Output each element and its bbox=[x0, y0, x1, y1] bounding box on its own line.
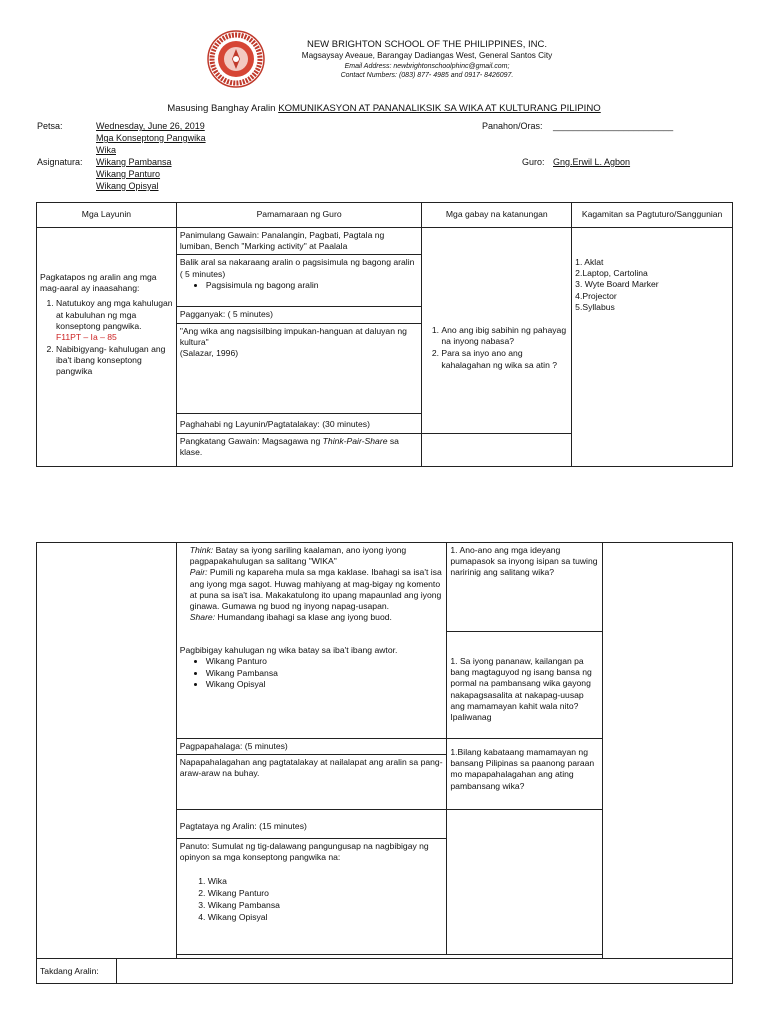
gabay-cell-empty-2 bbox=[447, 810, 603, 955]
kagamitan-item-1: 1. Aklat bbox=[575, 257, 604, 267]
layunin-intro: Pagkatapos ng aralin ang mga mag-aaral ay inaasahang: bbox=[40, 272, 157, 294]
kagamitan-item-5: 5.Syllabus bbox=[575, 301, 615, 312]
school-contact: Contact Numbers: (083) 877- 4985 and 0917- 8426097. bbox=[340, 72, 514, 80]
panuto-item-4: 4. Wikang Opisyal bbox=[208, 912, 444, 923]
topic-1: Mga Konseptong Pangwika bbox=[96, 133, 206, 143]
pagpapahalaga: Pagpapahalaga: (5 minutes) bbox=[176, 739, 447, 755]
pair-step: Pair: Pumili ng kapareha mula sa mga kaklase. Ibahagi sa isa't isa ang iyong mga sagot. Huwag mahiyang at mag-bigay ng komento at puna sa isa't isa. Makakatulong ito upang mapaunlad ang iyong ginawa. Gumawa ng buod ng inyong napag-usapan. bbox=[189, 567, 442, 611]
layunin-cell bbox=[37, 228, 177, 467]
kagamitan-cell-2 bbox=[603, 543, 733, 959]
pagbibigay-bullet-3: • Wikang Opisyal bbox=[206, 679, 444, 690]
layunin-item-2: 2. Nabibigyang- kahulugan ang iba't ibang konseptong pangwika bbox=[56, 344, 173, 378]
takdang-aralin-value bbox=[116, 959, 732, 984]
gabay-cell-1 bbox=[422, 228, 572, 434]
header-kagamitan: Kagamitan sa Pagtuturo/Sanggunian bbox=[572, 203, 733, 228]
gabay-c: 1.Bilang kabataang mamamayan ng bansang Pilipinas sa paanong paraan mo mapapahalagahan ang ating pambansang wika? bbox=[447, 739, 603, 810]
gabay-item-1: 1. Ano ang ibig sabihin ng pahayag na inyong nabasa? bbox=[441, 325, 568, 347]
school-email: Email Address: newbrightonschoolphinc@gmail.com; bbox=[344, 63, 510, 70]
asignatura-item-1: Wikang Pambansa bbox=[96, 157, 172, 167]
pagganyak: Pagganyak: ( 5 minutes) bbox=[176, 307, 422, 323]
pagganyak-quote: "Ang wika ang nagsisilbing impukan-hanguan at daluyan ng kultura" bbox=[179, 325, 407, 347]
layunin-item-1: 1. Natutukoy ang mga kahulugan at kabuluhan ng mga konseptong pangwika. F11PT – Ia – 85 bbox=[56, 298, 173, 343]
guro-value: Gng.Erwil L. Agbon bbox=[553, 157, 631, 167]
gabay-a: 1. Ano-ano ang mga ideyang pumapasok sa inyong isipan sa tuwing naririnig ang salitang wika? bbox=[447, 543, 603, 632]
school-name: NEW BRIGHTON SCHOOL OF THE PHILIPPINES, INC. bbox=[306, 39, 547, 50]
panuto: Panuto: Sumulat ng tig-dalawang pangungusap na nagbibigay ng opinyon sa mga konseptong pangwika na: bbox=[179, 841, 429, 863]
petsa-label: Petsa: bbox=[37, 121, 63, 131]
panuto-item-2: 2. Wikang Panturo bbox=[208, 888, 444, 899]
layunin-cell-2 bbox=[37, 543, 177, 959]
think-step: Think: Batay sa iyong sariling kaalaman, ano iyong iyong pagpapakahulugan sa salitang "WIKA" bbox=[189, 545, 407, 567]
gabay-b: 1. Sa iyong pananaw, kailangan pa bang magtaguyod ng isang bansa ng pormal na pambansang wika gayong nakapagsasalita at nakapag-uusap ang mamamayan kahit wala nito? Ipaliwanag bbox=[447, 632, 603, 739]
pagbibigay-bullet-2: • Wikang Pambansa bbox=[206, 668, 444, 679]
school-header bbox=[282, 39, 572, 80]
balik-aral: Balik aral sa nakaraang aralin o pagsisimula ng bagong aralin ( 5 minutes) bbox=[179, 257, 415, 279]
kagamitan-item-4: 4.Projector bbox=[575, 290, 617, 301]
kagamitan-item-3: 3. Wyte Board Marker bbox=[575, 279, 659, 290]
takdang-aralin-label: Takdang Aralin: bbox=[37, 959, 117, 984]
panahon-label: Panahon/Oras: bbox=[482, 121, 543, 131]
paghahabi: Paghahabi ng Layunin/Pagtatalakay: (30 minutes) bbox=[176, 413, 422, 433]
school-address: Magsaysay Aveaue, Barangay Dadiangas West, General Santos City bbox=[301, 51, 553, 61]
panuto-item-1: 1. Wika bbox=[208, 876, 444, 887]
asignatura-item-3: Wikang Opisyal bbox=[96, 181, 159, 191]
lesson-plan-title: Masusing Banghay Aralin KOMUNIKASYON AT PANANALIKSIK SA WIKA AT KULTURANG PILIPINO bbox=[167, 103, 601, 114]
subject-title: KOMUNIKASYON AT PANANALIKSIK SA WIKA AT KULTURANG PILIPINO bbox=[278, 103, 601, 114]
gabay-cell-empty bbox=[422, 433, 572, 466]
header-pamamaraan: Pamamaraan ng Guro bbox=[176, 203, 422, 228]
lesson-table-2 bbox=[36, 542, 733, 984]
lesson-table-1 bbox=[36, 202, 733, 467]
kagamitan-cell bbox=[572, 228, 733, 467]
asignatura-label: Asignatura: bbox=[37, 157, 83, 167]
pangkatang-gawain: Pangkatang Gawain: Magsagawa ng Think-Pair-Share sa klase. bbox=[176, 433, 422, 466]
gabay-item-2: 2. Para sa inyo ano ang kahalagahan ng wika sa atin ? bbox=[441, 348, 568, 370]
petsa-value: Wednesday, June 26, 2019 bbox=[96, 121, 205, 131]
kagamitan-item-2: 2.Laptop, Cartolina bbox=[575, 268, 648, 279]
think-pair-share-cell bbox=[176, 543, 447, 739]
pagpapahalaga-text: Napapahalagahan ang pagtatalakay at nailalapat ang aralin sa pang-araw-araw na buhay. bbox=[176, 755, 447, 810]
pagbibigay-bullet-1: • Wikang Panturo bbox=[206, 656, 444, 667]
header-layunin: Mga Layunin bbox=[37, 203, 177, 228]
balik-aral-bullet: • Pagsisimula ng bagong aralin bbox=[206, 280, 419, 291]
pagganyak-quote-cell bbox=[176, 323, 422, 413]
panahon-value: ________________________ bbox=[553, 121, 674, 131]
topic-2: Wika bbox=[96, 145, 116, 155]
pagtataya: Pagtataya ng Aralin: (15 minutes) bbox=[176, 810, 447, 839]
panuto-item-3: 3. Wikang Pambansa bbox=[208, 900, 444, 911]
quote-source: (Salazar, 1996) bbox=[179, 347, 239, 358]
guro-label: Guro: bbox=[522, 157, 545, 167]
asignatura-item-2: Wikang Panturo bbox=[96, 169, 161, 179]
header-gabay: Mga gabay na katanungan bbox=[422, 203, 572, 228]
competency-code: F11PT – Ia – 85 bbox=[56, 331, 117, 342]
pagbibigay-kahulugan: Pagbibigay kahulugan ng wika batay sa iba't ibang awtor. bbox=[179, 645, 398, 656]
share-step: Share: Humandang ibahagi sa klase ang iyong buod. bbox=[189, 612, 392, 623]
panuto-cell bbox=[176, 839, 447, 955]
balik-aral-cell bbox=[176, 255, 422, 307]
school-seal-logo bbox=[207, 30, 265, 88]
panimulang-gawain: Panimulang Gawain: Panalangin, Pagbati, Pagtala ng lumiban, Bench "Marking activity" at Paalala bbox=[176, 228, 422, 255]
